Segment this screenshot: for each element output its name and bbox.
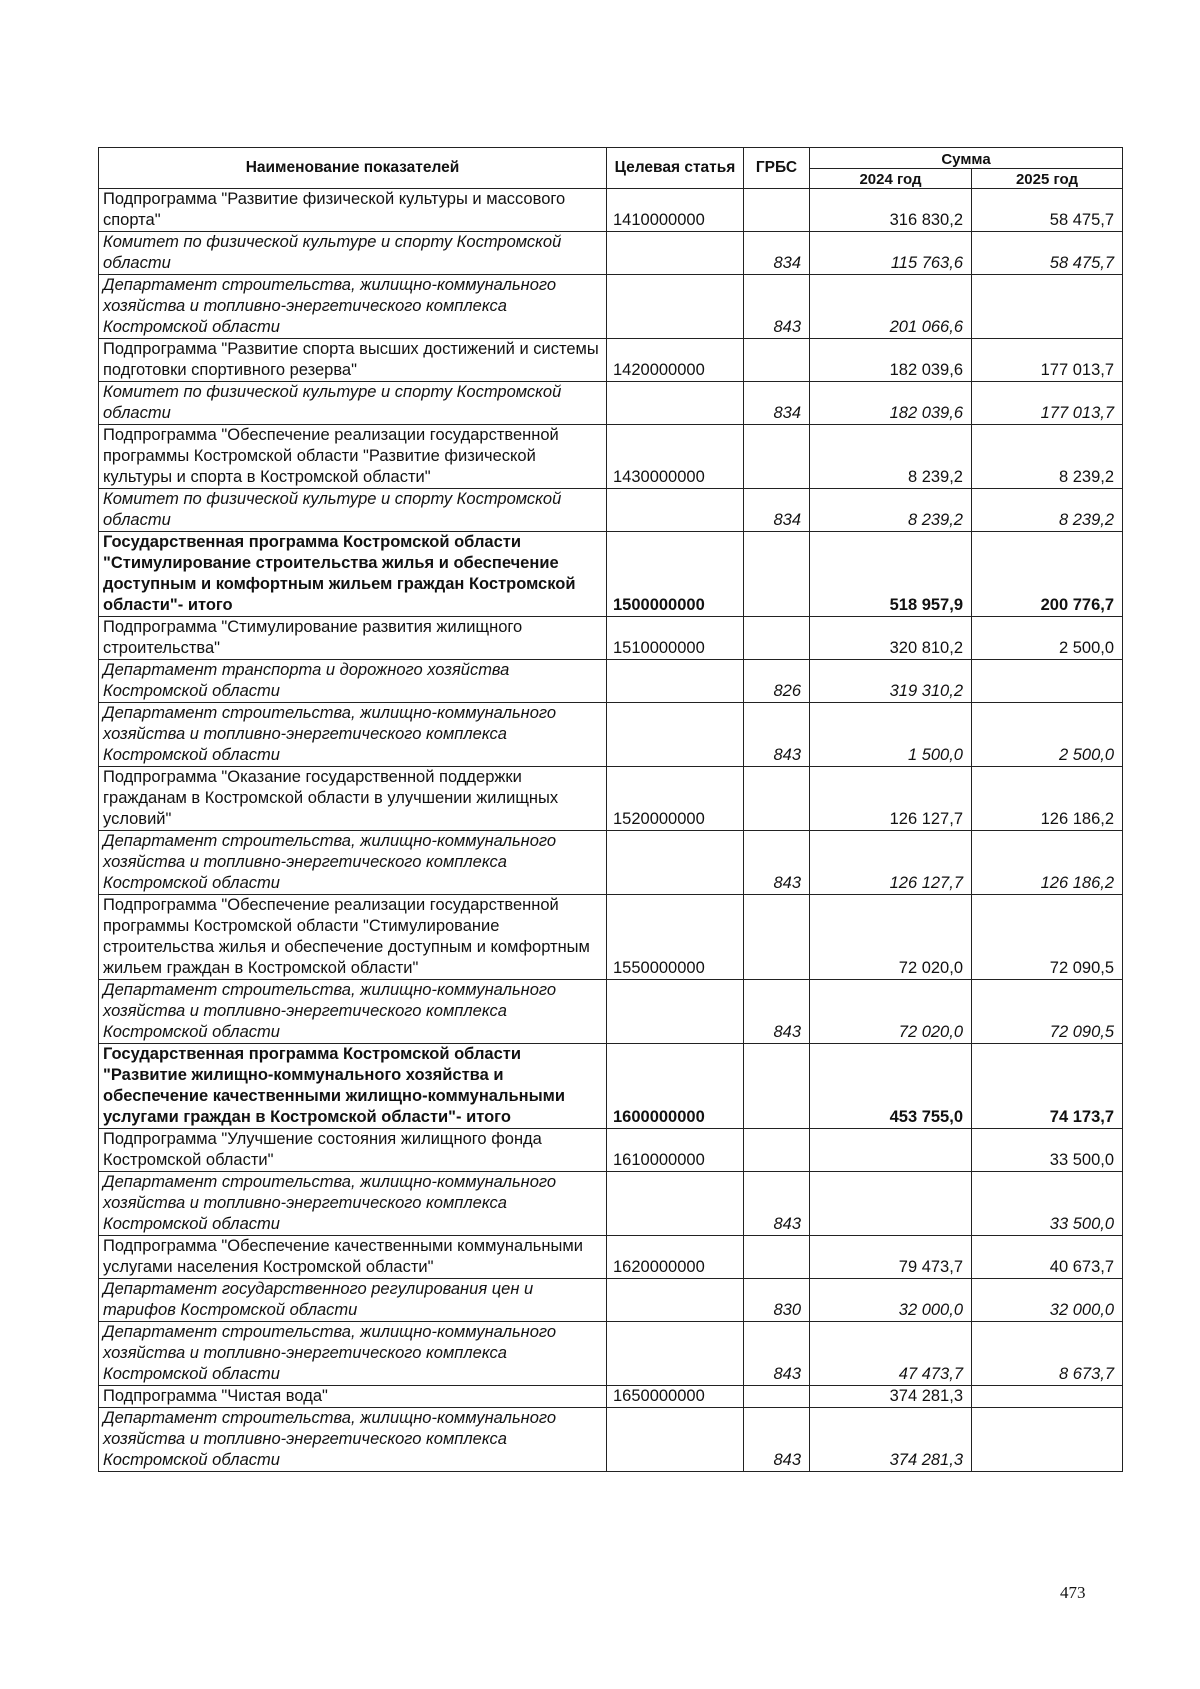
table-body bbox=[99, 189, 1123, 1472]
program-total-row bbox=[99, 1044, 1123, 1129]
row-sum-2024-cell: 72 020,0 bbox=[810, 980, 972, 1044]
subprogram-row bbox=[99, 425, 1123, 489]
row-code-cell bbox=[607, 1408, 744, 1472]
row-grbs-cell bbox=[744, 1044, 810, 1129]
row-code-cell bbox=[607, 703, 744, 767]
page-number: 473 bbox=[1060, 1583, 1086, 1602]
row-sum-2024-cell: 32 000,0 bbox=[810, 1279, 972, 1322]
row-sum-2024-cell bbox=[810, 1172, 972, 1236]
row-code-cell bbox=[607, 1172, 744, 1236]
row-sum-2025-cell: 33 500,0 bbox=[972, 1172, 1123, 1236]
row-sum-2024-cell bbox=[810, 1129, 972, 1172]
row-name-cell: Комитет по физической культуре и спорту Костромской области bbox=[99, 382, 607, 425]
row-name-cell: Подпрограмма "Обеспечение реализации государственной программы Костромской области "Стимулирование строительства жилья и обеспечение доступным и комфортным жильем граждан в Костромской области" bbox=[99, 895, 607, 980]
subprogram-row bbox=[99, 339, 1123, 382]
budget-table-container bbox=[98, 147, 1122, 1472]
row-code-cell bbox=[607, 831, 744, 895]
row-sum-2025-cell bbox=[972, 660, 1123, 703]
row-grbs-cell: 843 bbox=[744, 1322, 810, 1386]
row-code-cell bbox=[607, 232, 744, 275]
row-name-cell: Подпрограмма "Улучшение состояния жилищного фонда Костромской области" bbox=[99, 1129, 607, 1172]
row-sum-2025-cell: 177 013,7 bbox=[972, 382, 1123, 425]
header-row-1 bbox=[99, 148, 1123, 169]
row-name-cell: Комитет по физической культуре и спорту Костромской области bbox=[99, 489, 607, 532]
row-name-cell: Подпрограмма "Развитие спорта высших достижений и системы подготовки спортивного резерва" bbox=[99, 339, 607, 382]
header-2025: 2025 год bbox=[972, 168, 1123, 189]
row-name-cell: Государственная программа Костромской области "Развитие жилищно-коммунального хозяйства и обеспечение качественными жилищно-коммунальными услугами граждан в Костромской области"- итого bbox=[99, 1044, 607, 1129]
row-grbs-cell: 830 bbox=[744, 1279, 810, 1322]
row-sum-2025-cell: 200 776,7 bbox=[972, 532, 1123, 617]
row-name-cell: Департамент строительства, жилищно-коммунального хозяйства и топливно-энергетического комплекса Костромской области bbox=[99, 1408, 607, 1472]
row-grbs-cell bbox=[744, 1129, 810, 1172]
row-sum-2024-cell: 374 281,3 bbox=[810, 1386, 972, 1408]
row-name-cell: Департамент транспорта и дорожного хозяйства Костромской области bbox=[99, 660, 607, 703]
row-name-cell: Подпрограмма "Развитие физической культуры и массового спорта" bbox=[99, 189, 607, 232]
subprogram-row bbox=[99, 189, 1123, 232]
row-name-cell: Департамент строительства, жилищно-коммунального хозяйства и топливно-энергетического комплекса Костромской области bbox=[99, 831, 607, 895]
row-code-cell bbox=[607, 382, 744, 425]
row-name-cell: Комитет по физической культуре и спорту Костромской области bbox=[99, 232, 607, 275]
row-code-cell: 1420000000 bbox=[607, 339, 744, 382]
row-name-cell: Департамент государственного регулирования цен и тарифов Костромской области bbox=[99, 1279, 607, 1322]
row-grbs-cell bbox=[744, 532, 810, 617]
row-grbs-cell: 843 bbox=[744, 831, 810, 895]
department-row bbox=[99, 1322, 1123, 1386]
department-row bbox=[99, 1408, 1123, 1472]
row-code-cell bbox=[607, 489, 744, 532]
row-code-cell bbox=[607, 1322, 744, 1386]
row-code-cell: 1520000000 bbox=[607, 767, 744, 831]
header-code: Целевая статья bbox=[607, 148, 744, 189]
row-sum-2024-cell: 47 473,7 bbox=[810, 1322, 972, 1386]
row-sum-2024-cell: 182 039,6 bbox=[810, 339, 972, 382]
row-sum-2024-cell: 126 127,7 bbox=[810, 831, 972, 895]
row-grbs-cell bbox=[744, 339, 810, 382]
department-row bbox=[99, 703, 1123, 767]
row-sum-2025-cell: 72 090,5 bbox=[972, 980, 1123, 1044]
row-name-cell: Департамент строительства, жилищно-коммунального хозяйства и топливно-энергетического комплекса Костромской области bbox=[99, 980, 607, 1044]
header-2024: 2024 год bbox=[810, 168, 972, 189]
row-sum-2025-cell: 126 186,2 bbox=[972, 831, 1123, 895]
row-name-cell: Государственная программа Костромской области "Стимулирование строительства жилья и обеспечение доступным и комфортным жильем граждан Костромской области"- итого bbox=[99, 532, 607, 617]
row-name-cell: Подпрограмма "Обеспечение реализации государственной программы Костромской области "Развитие физической культуры и спорта в Костромской области" bbox=[99, 425, 607, 489]
row-sum-2024-cell: 115 763,6 bbox=[810, 232, 972, 275]
budget-table bbox=[98, 147, 1123, 1472]
row-sum-2025-cell: 8 673,7 bbox=[972, 1322, 1123, 1386]
row-sum-2024-cell: 79 473,7 bbox=[810, 1236, 972, 1279]
header-sum: Сумма bbox=[810, 148, 1123, 169]
row-sum-2025-cell: 8 239,2 bbox=[972, 489, 1123, 532]
row-sum-2025-cell: 72 090,5 bbox=[972, 895, 1123, 980]
row-grbs-cell bbox=[744, 767, 810, 831]
row-sum-2024-cell: 319 310,2 bbox=[810, 660, 972, 703]
row-grbs-cell bbox=[744, 1386, 810, 1408]
row-grbs-cell bbox=[744, 1236, 810, 1279]
row-code-cell: 1510000000 bbox=[607, 617, 744, 660]
row-sum-2025-cell bbox=[972, 275, 1123, 339]
row-grbs-cell bbox=[744, 425, 810, 489]
subprogram-row bbox=[99, 1386, 1123, 1408]
row-sum-2025-cell: 126 186,2 bbox=[972, 767, 1123, 831]
row-sum-2024-cell: 1 500,0 bbox=[810, 703, 972, 767]
row-grbs-cell: 826 bbox=[744, 660, 810, 703]
department-row bbox=[99, 980, 1123, 1044]
row-code-cell: 1430000000 bbox=[607, 425, 744, 489]
department-row bbox=[99, 232, 1123, 275]
row-name-cell: Департамент строительства, жилищно-коммунального хозяйства и топливно-энергетического комплекса Костромской области bbox=[99, 1172, 607, 1236]
row-sum-2024-cell: 453 755,0 bbox=[810, 1044, 972, 1129]
row-sum-2025-cell: 2 500,0 bbox=[972, 617, 1123, 660]
row-code-cell bbox=[607, 275, 744, 339]
row-sum-2025-cell bbox=[972, 1408, 1123, 1472]
row-sum-2025-cell bbox=[972, 1386, 1123, 1408]
row-grbs-cell bbox=[744, 895, 810, 980]
row-grbs-cell: 834 bbox=[744, 382, 810, 425]
row-grbs-cell: 834 bbox=[744, 232, 810, 275]
row-name-cell: Департамент строительства, жилищно-коммунального хозяйства и топливно-энергетического комплекса Костромской области bbox=[99, 703, 607, 767]
department-row bbox=[99, 660, 1123, 703]
subprogram-row bbox=[99, 1236, 1123, 1279]
subprogram-row bbox=[99, 767, 1123, 831]
department-row bbox=[99, 1279, 1123, 1322]
department-row bbox=[99, 489, 1123, 532]
row-grbs-cell: 834 bbox=[744, 489, 810, 532]
row-code-cell bbox=[607, 660, 744, 703]
department-row bbox=[99, 831, 1123, 895]
subprogram-row bbox=[99, 617, 1123, 660]
row-sum-2025-cell: 40 673,7 bbox=[972, 1236, 1123, 1279]
row-name-cell: Департамент строительства, жилищно-коммунального хозяйства и топливно-энергетического комплекса Костромской области bbox=[99, 1322, 607, 1386]
department-row bbox=[99, 1172, 1123, 1236]
row-grbs-cell bbox=[744, 617, 810, 660]
header-grbs: ГРБС bbox=[744, 148, 810, 189]
header-name: Наименование показателей bbox=[99, 148, 607, 189]
row-sum-2025-cell: 8 239,2 bbox=[972, 425, 1123, 489]
row-sum-2024-cell: 8 239,2 bbox=[810, 489, 972, 532]
row-sum-2025-cell: 177 013,7 bbox=[972, 339, 1123, 382]
row-sum-2025-cell: 32 000,0 bbox=[972, 1279, 1123, 1322]
row-sum-2025-cell: 58 475,7 bbox=[972, 189, 1123, 232]
row-sum-2025-cell: 33 500,0 bbox=[972, 1129, 1123, 1172]
subprogram-row bbox=[99, 1129, 1123, 1172]
row-grbs-cell: 843 bbox=[744, 980, 810, 1044]
row-sum-2024-cell: 8 239,2 bbox=[810, 425, 972, 489]
row-code-cell: 1620000000 bbox=[607, 1236, 744, 1279]
row-sum-2024-cell: 201 066,6 bbox=[810, 275, 972, 339]
row-name-cell: Подпрограмма "Оказание государственной поддержки гражданам в Костромской области в улучшении жилищных условий" bbox=[99, 767, 607, 831]
row-grbs-cell: 843 bbox=[744, 1172, 810, 1236]
row-code-cell: 1550000000 bbox=[607, 895, 744, 980]
row-code-cell: 1410000000 bbox=[607, 189, 744, 232]
row-sum-2024-cell: 374 281,3 bbox=[810, 1408, 972, 1472]
program-total-row bbox=[99, 532, 1123, 617]
row-sum-2024-cell: 320 810,2 bbox=[810, 617, 972, 660]
department-row bbox=[99, 382, 1123, 425]
row-code-cell: 1610000000 bbox=[607, 1129, 744, 1172]
row-code-cell bbox=[607, 980, 744, 1044]
row-grbs-cell: 843 bbox=[744, 703, 810, 767]
row-name-cell: Департамент строительства, жилищно-коммунального хозяйства и топливно-энергетического комплекса Костромской области bbox=[99, 275, 607, 339]
row-grbs-cell bbox=[744, 189, 810, 232]
row-name-cell: Подпрограмма "Стимулирование развития жилищного строительства" bbox=[99, 617, 607, 660]
row-sum-2025-cell: 58 475,7 bbox=[972, 232, 1123, 275]
row-name-cell: Подпрограмма "Обеспечение качественными коммунальными услугами населения Костромской области" bbox=[99, 1236, 607, 1279]
row-grbs-cell: 843 bbox=[744, 275, 810, 339]
row-code-cell: 1650000000 bbox=[607, 1386, 744, 1408]
row-sum-2024-cell: 518 957,9 bbox=[810, 532, 972, 617]
row-sum-2025-cell: 2 500,0 bbox=[972, 703, 1123, 767]
subprogram-row bbox=[99, 895, 1123, 980]
row-sum-2025-cell: 74 173,7 bbox=[972, 1044, 1123, 1129]
row-code-cell: 1500000000 bbox=[607, 532, 744, 617]
row-name-cell: Подпрограмма "Чистая вода" bbox=[99, 1386, 607, 1408]
department-row bbox=[99, 275, 1123, 339]
row-sum-2024-cell: 316 830,2 bbox=[810, 189, 972, 232]
row-sum-2024-cell: 126 127,7 bbox=[810, 767, 972, 831]
row-grbs-cell: 843 bbox=[744, 1408, 810, 1472]
row-sum-2024-cell: 72 020,0 bbox=[810, 895, 972, 980]
row-sum-2024-cell: 182 039,6 bbox=[810, 382, 972, 425]
row-code-cell bbox=[607, 1279, 744, 1322]
row-code-cell: 1600000000 bbox=[607, 1044, 744, 1129]
